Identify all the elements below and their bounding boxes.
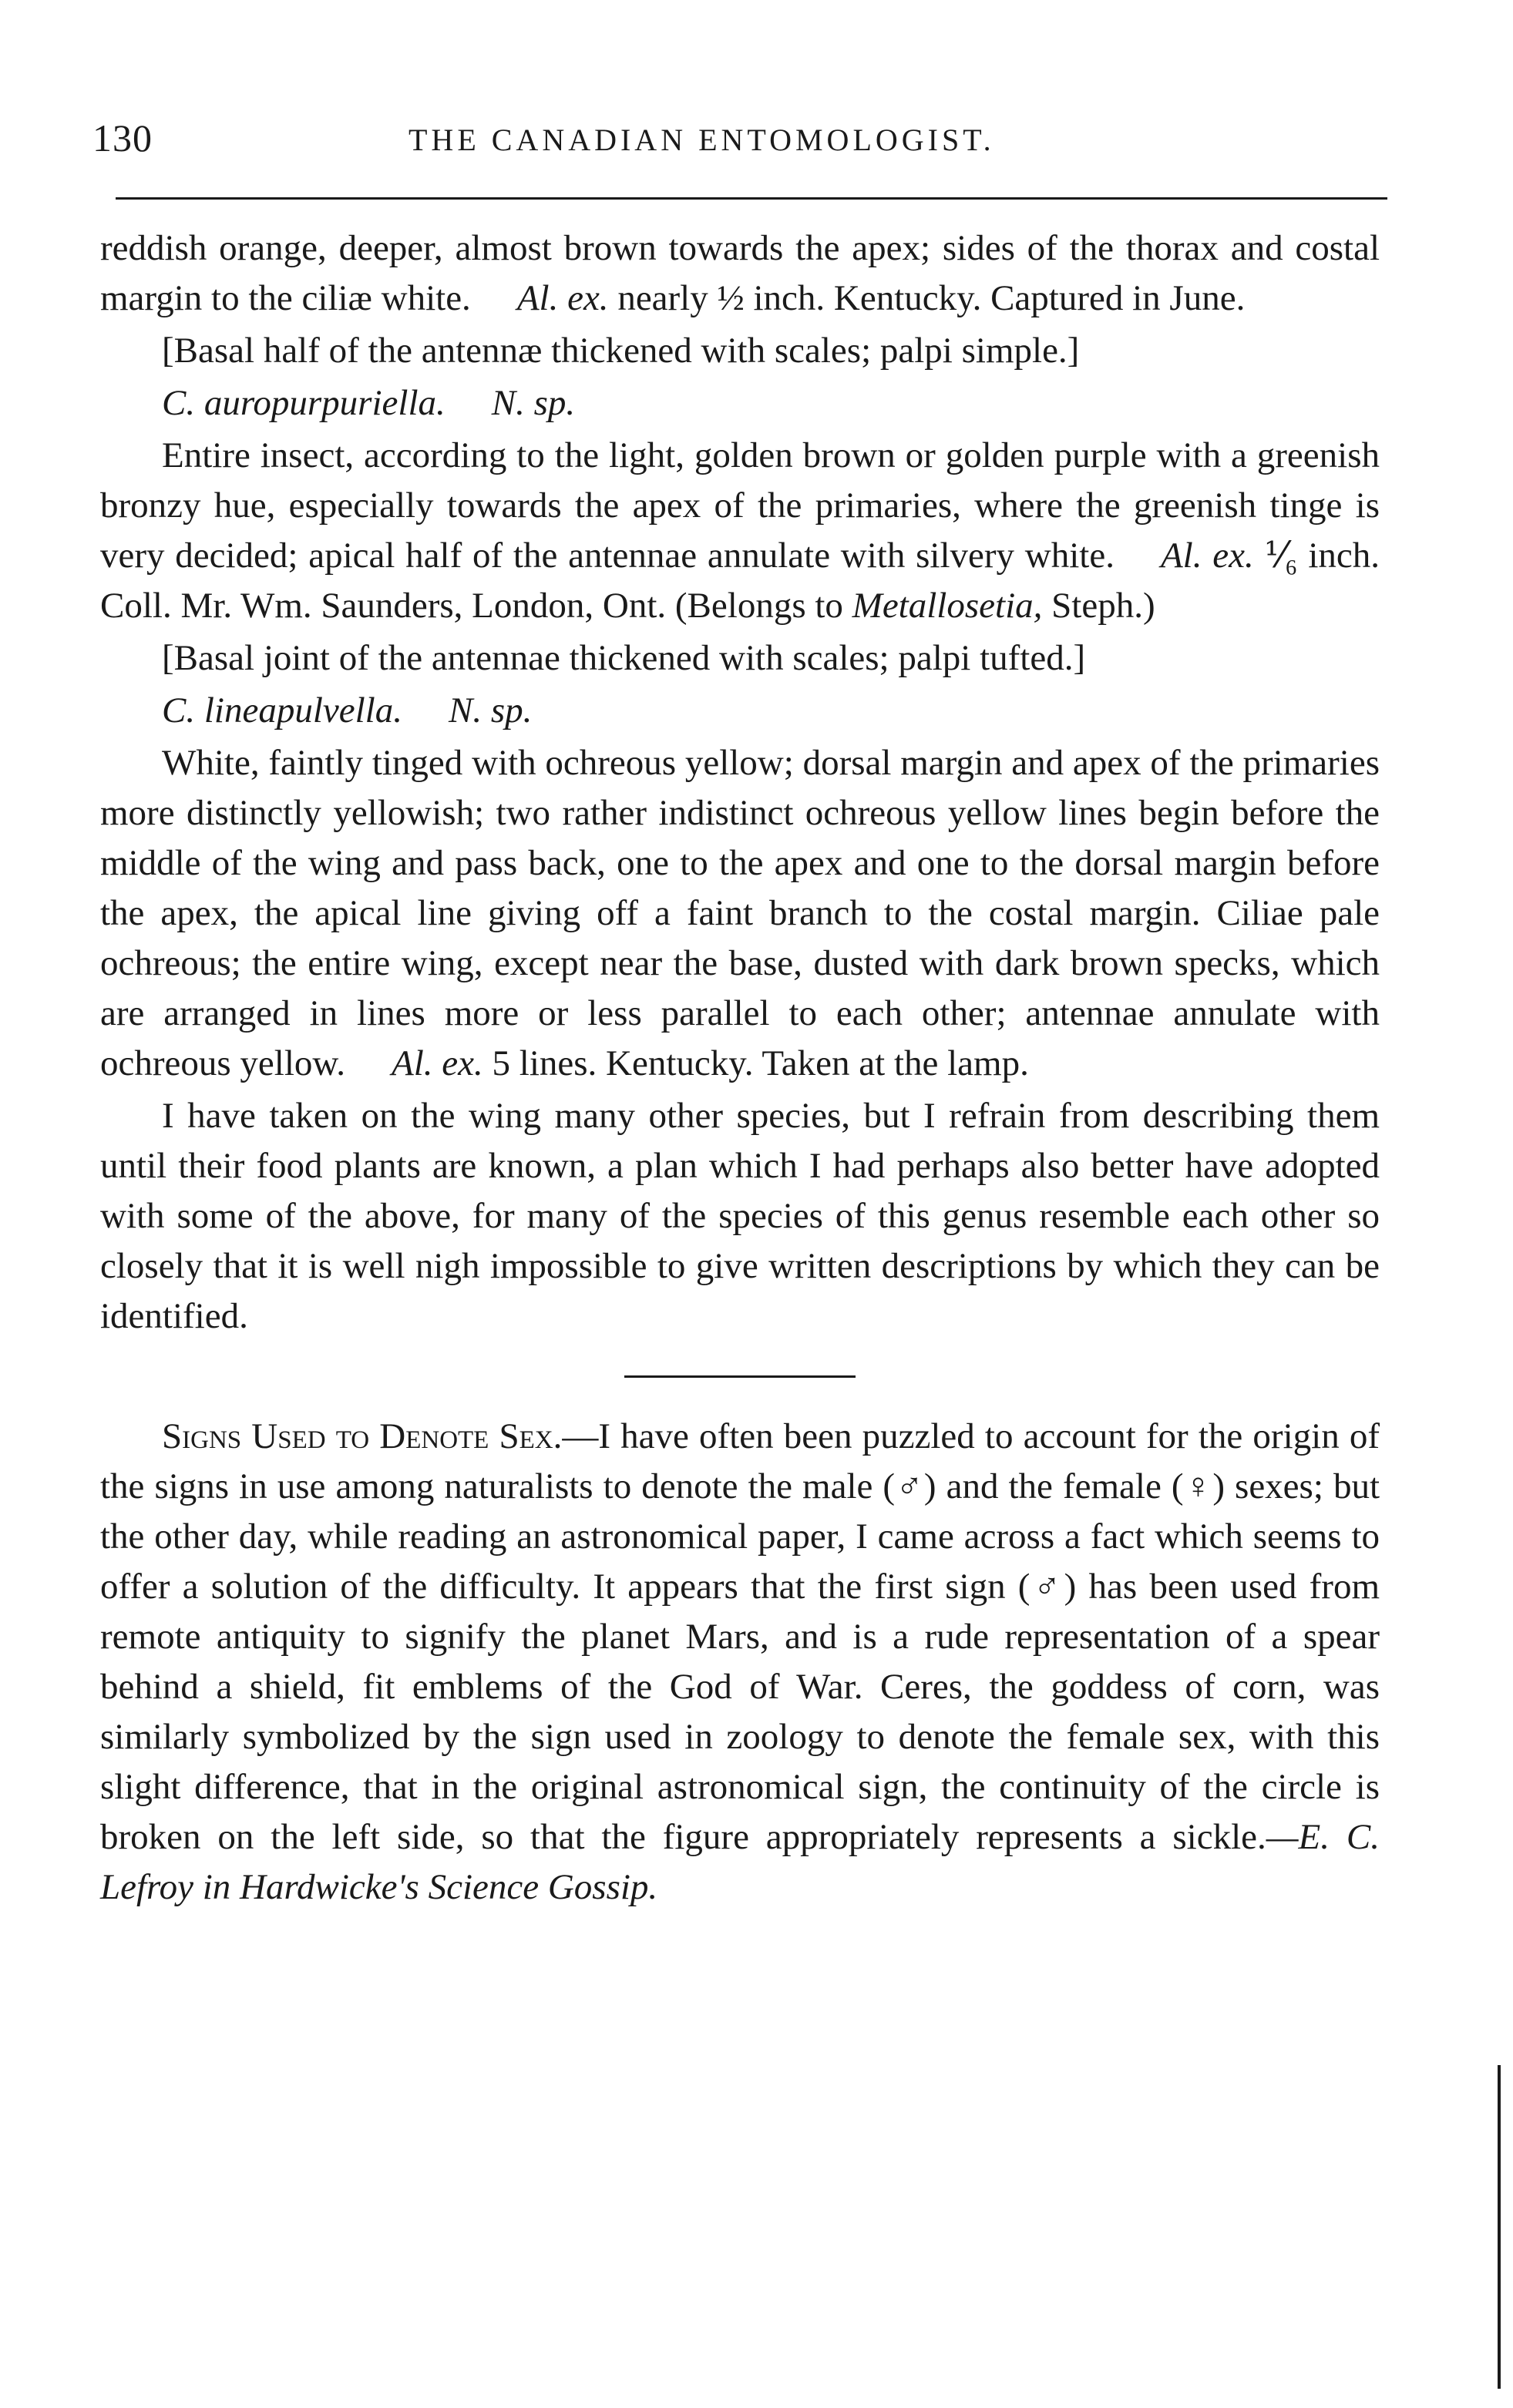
species-status: N. sp. <box>448 690 533 730</box>
paragraph-text: Steph.) <box>1051 586 1155 626</box>
measurement-label: Al. ex. <box>516 278 609 318</box>
margin-rule <box>1498 2065 1501 2389</box>
closing-paragraph: I have taken on the wing many other species, but I refrain from describing them until their food plants are known, a plan which I had perhaps also better have adopted with some of the above, for many of the species of this genus resemble each other so closely that it is well nigh impossible to give written descriptions by which they can be identified. <box>100 1096 1380 1336</box>
paragraph-text: reddish orange, deeper, almost brown towards the apex; sides of the thorax and costal margin to the ciliæ white. <box>100 228 1380 318</box>
paragraph-continued <box>100 223 1380 324</box>
running-title: THE CANADIAN ENTOMOLOGIST. <box>409 123 995 157</box>
header-rule <box>116 197 1387 200</box>
body-text <box>100 223 1380 1915</box>
species-status: N. sp. <box>491 383 576 423</box>
species-name: C. auropurpuriella. <box>162 383 445 423</box>
page-number: 130 <box>92 116 153 160</box>
signs-article <box>100 1412 1380 1913</box>
paragraph-text: Entire insect, according to the light, golden brown or golden purple with a greenish bronzy hue, especially towards the apex of the primaries, where the greenish tinge is very decided; apical half of the antennae annulate with silvery white. <box>100 435 1380 576</box>
species-heading <box>100 686 1380 736</box>
species-heading <box>100 378 1380 428</box>
paragraph-text: 5 lines. Kentucky. Taken at the lamp. <box>492 1043 1029 1083</box>
bracket-note: [Basal half of the antennæ thickened with scales; palpi simple.] <box>162 331 1080 371</box>
article-heading: Signs Used to Denote Sex. <box>162 1416 563 1456</box>
section-divider <box>624 1375 856 1378</box>
species-description <box>100 431 1380 631</box>
genus-name: Metallosetia, <box>852 586 1043 626</box>
species-description <box>100 738 1380 1089</box>
page-header <box>92 116 1387 170</box>
species-name: C. lineapulvella. <box>162 690 402 730</box>
bracket-note: [Basal joint of the antennae thickened with scales; palpi tufted.] <box>162 638 1086 678</box>
paragraph-text: nearly ½ inch. Kentucky. Captured in June. <box>617 278 1246 318</box>
paragraph-text: White, faintly tinged with ochreous yellow; dorsal margin and apex of the primaries more distinctly yellowish; two rather indistinct ochreous yellow lines begin before the middle of the wing and pass back, one to the apex and one to the dorsal margin before the apex, the apical line giving off a faint branch to the costal margin. Ciliae pale ochreous; the entire wing, except near the base, dusted with dark brown specks, which are arranged in lines more or less parallel to each other; antennae annulate with ochreous yellow. <box>100 743 1380 1083</box>
article-text: —I have often been puzzled to account for the origin of the signs in use among naturalists to denote the male (♂) and the female (♀) sexes; but the other day, while reading an astronomical paper, I came across a fact which seems to offer a solution of the difficulty. It appears that the first sign (♂) has been used from remote antiquity to signify the planet Mars, and is a rude representation of a spear behind a shield, fit emblems of the God of War. Ceres, the goddess of corn, was similarly symbolized by the sign used in zoology to denote the female sex, with this slight difference, that in the original astronomical sign, the continuity of the circle is broken on the left side, so that the figure appropriately represents a sickle. <box>100 1416 1380 1857</box>
measurement-label: Al. ex. <box>392 1043 483 1083</box>
article-attribution: —E. C. Lefroy in Hardwicke's Science Gossip. <box>100 1817 1380 1907</box>
measurement-label: Al. ex. <box>1160 536 1254 576</box>
paragraph-text: ⅟₆ inch. Coll. Mr. Wm. Saunders, London, Ont. (Belongs to <box>100 536 1380 626</box>
